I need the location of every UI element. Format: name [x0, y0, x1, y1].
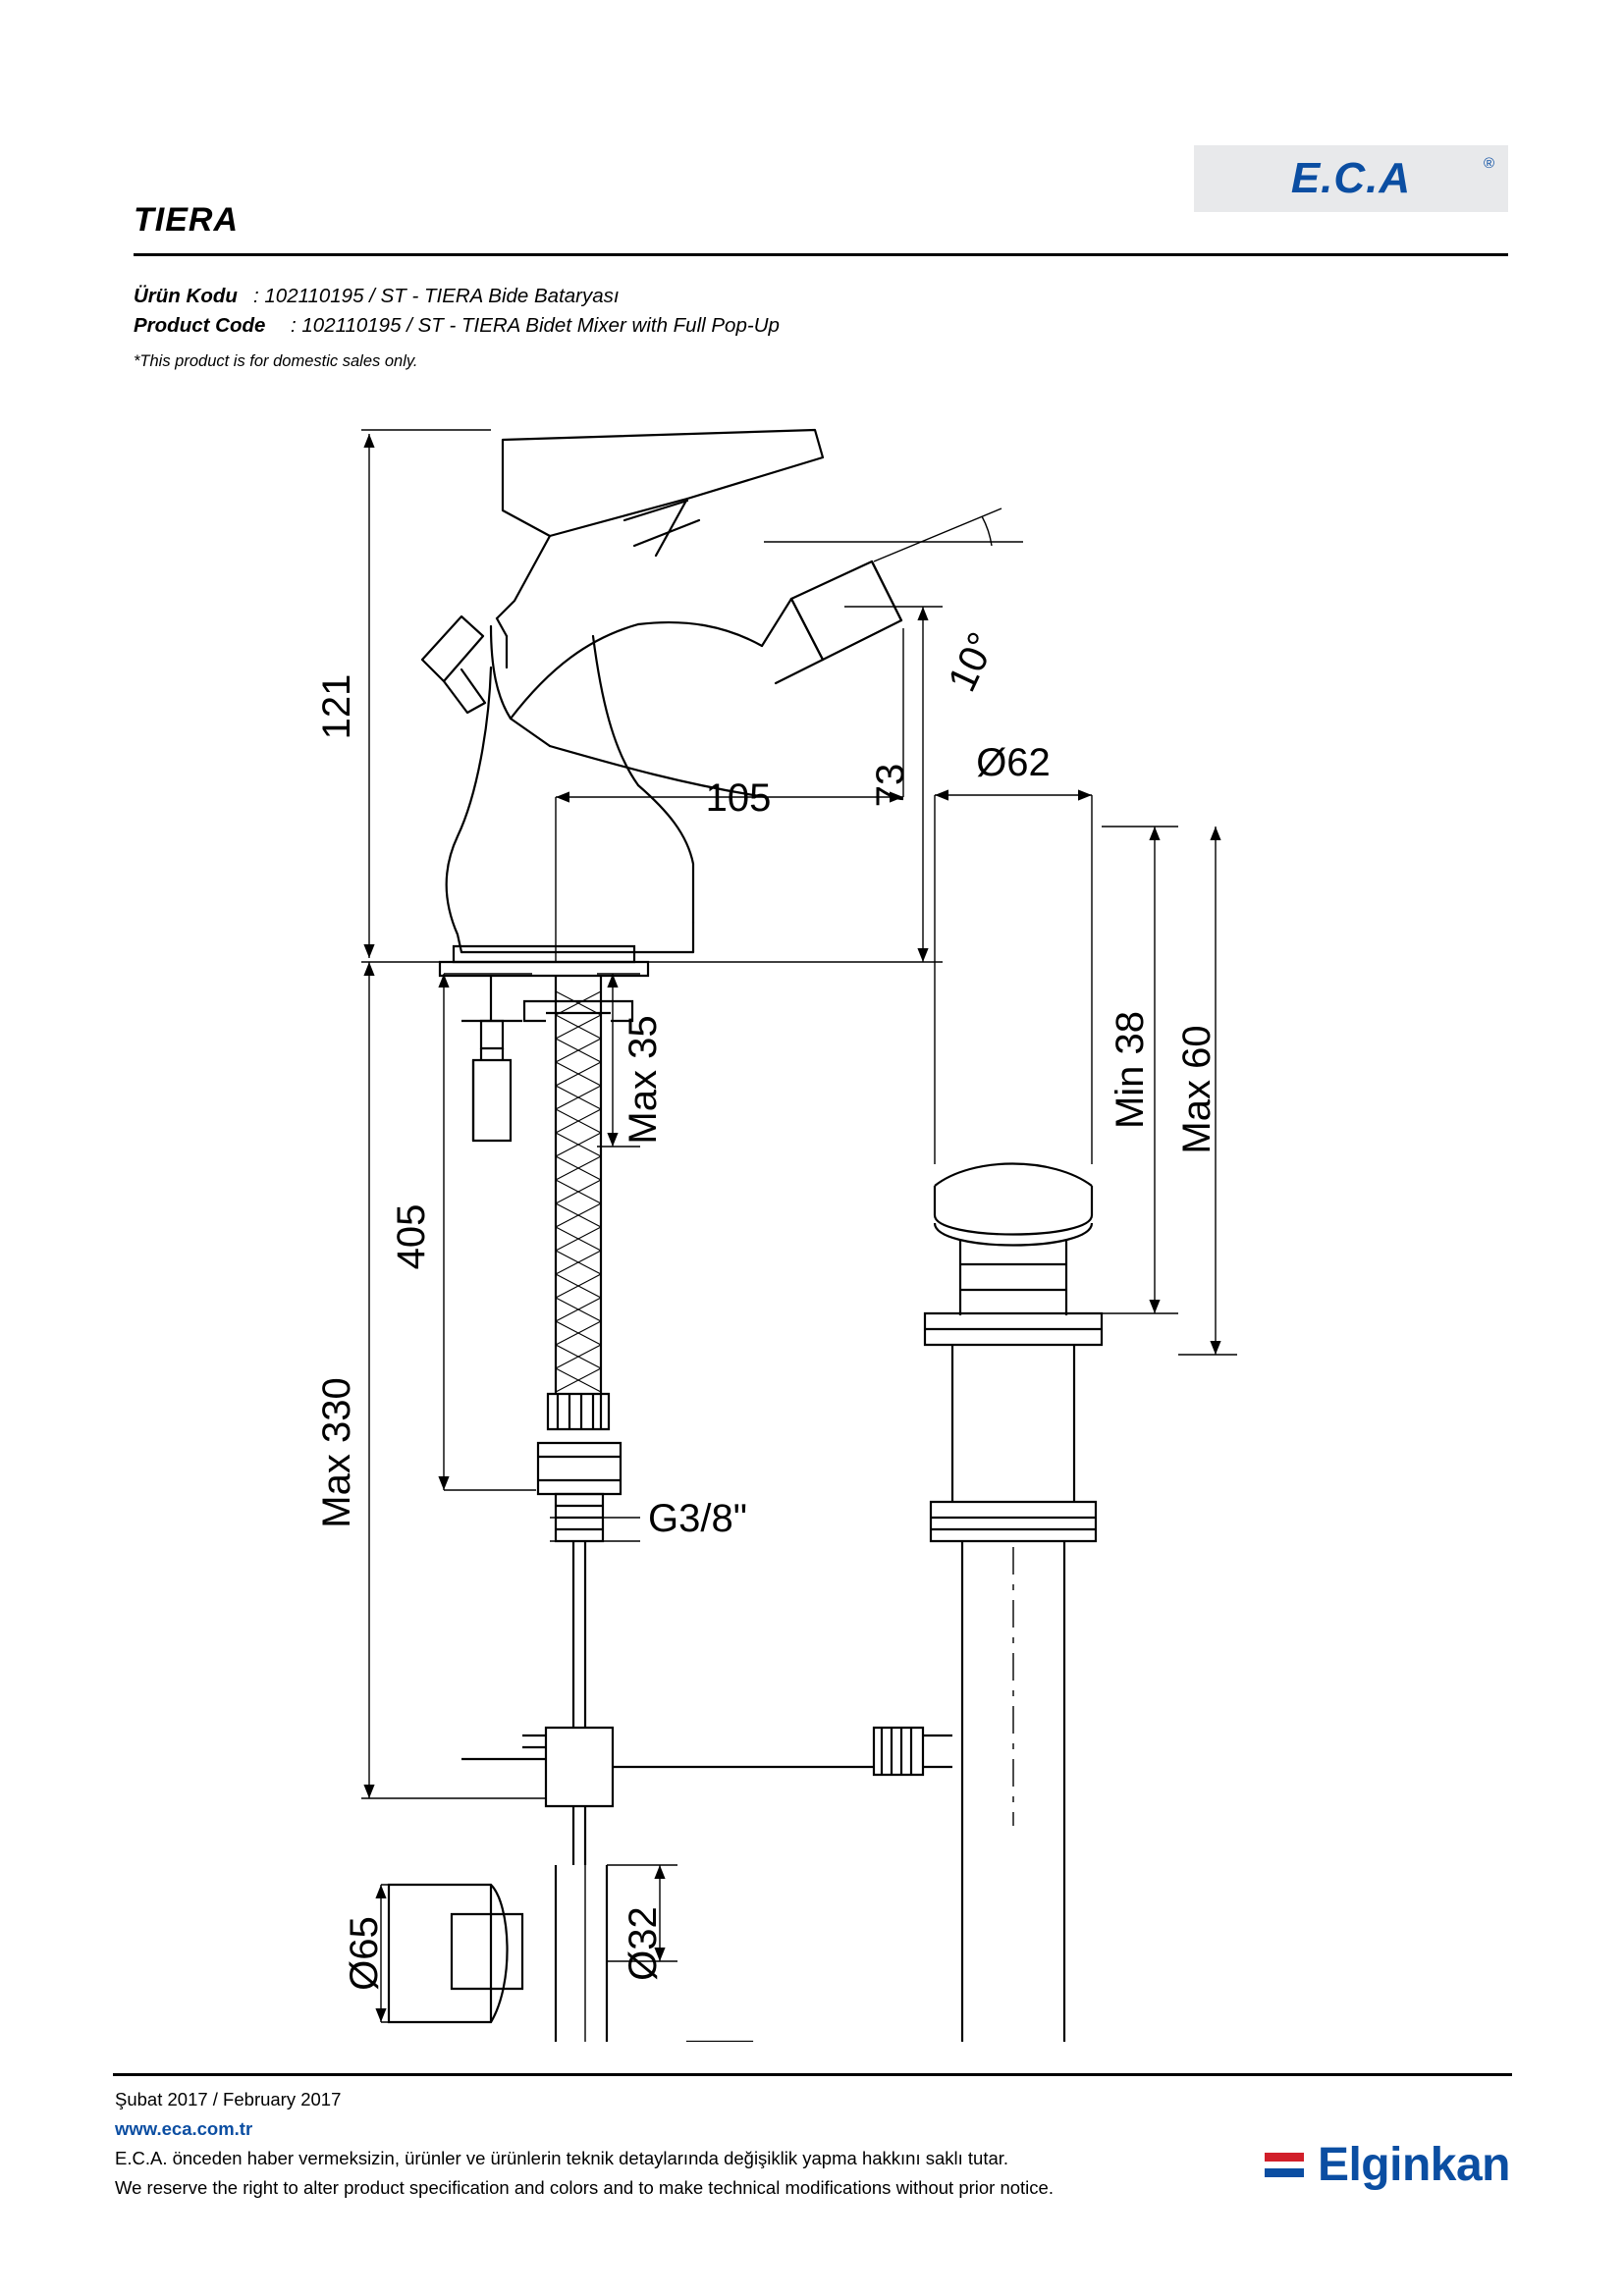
header-divider [134, 253, 1508, 256]
elginkan-bars-icon [1265, 2153, 1304, 2177]
dim-hose-405: 405 [390, 1203, 433, 1270]
dim-spout-reach-105: 105 [705, 776, 772, 820]
dim-flange-diameter-65: Ø65 [343, 1916, 386, 1991]
eca-logo [1194, 145, 1508, 212]
product-code-en [134, 311, 780, 341]
registered-trademark-icon: ® [1483, 155, 1494, 172]
dim-popup-diameter-62: Ø62 [976, 741, 1051, 784]
dim-spout-angle: 10° [940, 625, 1004, 699]
product-meta [134, 282, 780, 376]
dim-pipe-diameter-32: Ø32 [622, 1906, 665, 1981]
footer-divider [113, 2073, 1512, 2076]
dim-max-35: Max 35 [622, 1015, 665, 1145]
product-code-tr [134, 282, 780, 311]
eca-logo-text: E.C.A [1290, 154, 1412, 202]
footer-disclaimer-en: We reserve the right to alter product specification and colors and to make technical modifications without prior notice. [115, 2177, 1054, 2198]
dim-thread-g38: G3/8" [648, 1497, 747, 1540]
footer-website-link[interactable]: www.eca.com.tr [115, 2118, 253, 2139]
product-code-label-en: Product Code [134, 314, 266, 337]
elginkan-logo [1265, 2138, 1510, 2192]
elginkan-logo-text: Elginkan [1317, 2139, 1510, 2191]
footer-date: Şubat 2017 / February 2017 [115, 2089, 342, 2109]
product-code-value-en: : 102110195 / ST - TIERA Bidet Mixer with Full Pop-Up [291, 314, 780, 337]
dim-height-total: 121 [315, 673, 358, 740]
domestic-sales-note: *This product is for domestic sales only. [134, 352, 418, 370]
dim-max-60: Max 60 [1175, 1025, 1218, 1154]
product-code-label-tr: Ürün Kodu [134, 285, 238, 307]
footer [115, 2085, 1054, 2203]
product-code-value-tr: : 102110195 / ST - TIERA Bide Bataryası [253, 285, 620, 307]
dim-min-38: Min 38 [1109, 1010, 1152, 1130]
page-title: TIERA [134, 201, 239, 239]
technical-drawing [0, 373, 1624, 2042]
dim-spout-height-73: 73 [869, 763, 912, 808]
dim-max-330: Max 330 [315, 1377, 358, 1528]
footer-disclaimer-tr: E.C.A. önceden haber vermeksizin, ürünler ve ürünlerin teknik detaylarında değişiklik yapma hakkını saklı tutar. [115, 2148, 1009, 2168]
